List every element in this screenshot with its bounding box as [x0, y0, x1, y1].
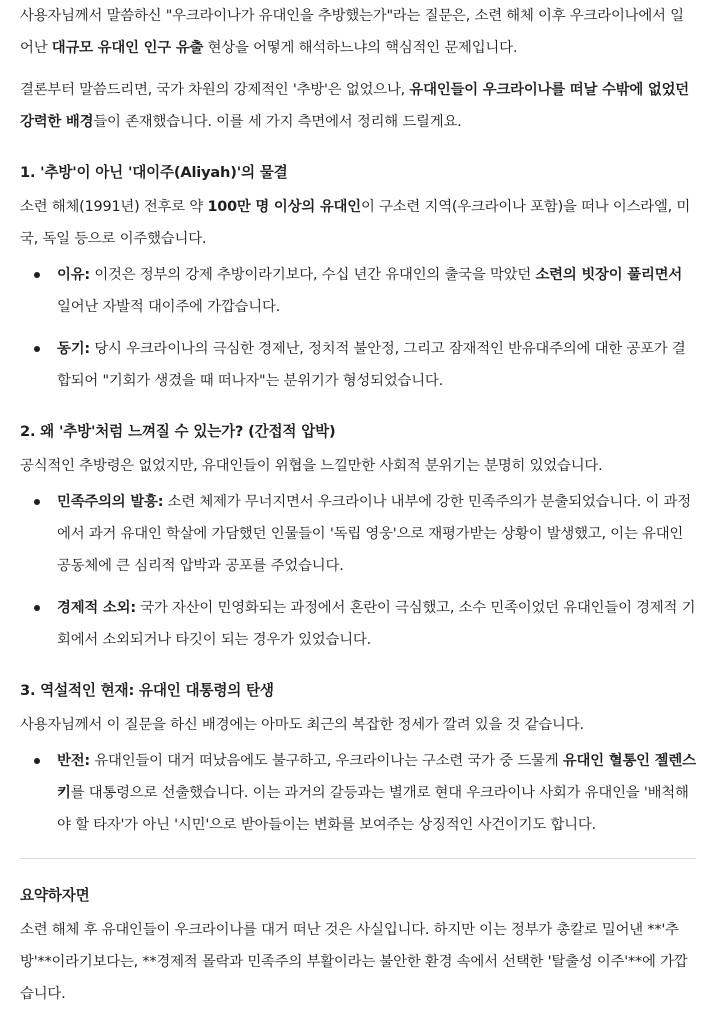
text-run: 일어난 자발적 대이주에 가깝습니다.: [57, 299, 281, 315]
text-run: 이 구소련 지역(우크라이나 포함)을 떠나 이스라엘, 미국, 독일 등으로 이주했습니다.: [20, 199, 691, 247]
summary-heading: 요약하자면: [20, 887, 90, 904]
text-run: 유대인들이 대거 떠났음에도 불구하고, 우크라이나는 구소련 국가 중 드물게: [89, 753, 563, 769]
intro-paragraph-2: [20, 74, 696, 138]
text-run: 사용자님께서 말씀하신 "우크라이나가 유대인을 추방했는가"라는 질문은, 소련 해체 이후 우크라이나에서 일어난: [20, 8, 684, 56]
bold-text: 이유:: [57, 267, 90, 283]
bold-text: 반전:: [57, 753, 90, 769]
bold-text: 유대인 혈통인 젤렌스키: [57, 753, 696, 801]
text-run: 현상을 어떻게 해석하느냐의 핵심적인 문제입니다.: [203, 40, 518, 56]
bold-text: 대규모 유대인 인구 유출: [51, 40, 204, 56]
section-3-body: [20, 709, 696, 741]
text-run: 소련 해체 후 유대인들이 우크라이나를 대거 떠난 것은 사실입니다. 하지만 이는 정부가 총칼로 밀어낸 **'추방'**이라기보다는, **경제적 몰락과 민족주의 부활이라는 불안한 환경 속에서 선택한 '탈출성 이주'**에 가깝습니다.: [20, 922, 688, 1002]
text-run: 들이 존재했습니다. 이를 세 가지 측면에서 정리해 드릴게요.: [93, 114, 462, 130]
list-item: [57, 486, 696, 582]
bold-text: 동기:: [57, 341, 90, 357]
section-2-list: [20, 486, 696, 656]
bold-text: 경제적 소외:: [57, 600, 136, 616]
list-item: [57, 259, 696, 323]
text-run: 를 대통령으로 선출했습니다. 이는 과거의 갈등과는 별개로 현대 우크라이나 사회가 유대인을 '배척해야 할 타자'가 아닌 '시민'으로 받아들이는 변화를 보여주는 상징적인 사건이기도 합니다.: [57, 785, 689, 833]
text-run: 공식적인 추방령은 없었지만, 유대인들이 위협을 느낄만한 사회적 분위기는 분명히 있었습니다.: [20, 458, 603, 474]
bold-text: 민족주의의 발흥:: [57, 494, 164, 510]
list-item: [57, 592, 696, 656]
divider: [20, 858, 696, 859]
text-run: 소련 해체(1991년) 전후로 약: [20, 199, 208, 215]
list-item: [57, 333, 696, 397]
bold-text: 소련의 빗장이 풀리면서: [535, 267, 683, 283]
bold-text: 유대인들이 우크라이나를 떠날 수밖에 없었던 강력한 배경: [20, 82, 689, 130]
text-run: 국가 자산이 민영화되는 과정에서 혼란이 극심했고, 소수 민족이었던 유대인들이 경제적 기회에서 소외되거나 타깃이 되는 경우가 있었습니다.: [57, 600, 696, 648]
section-2-body: [20, 450, 696, 482]
section-3-heading: 3. 역설적인 현재: 유대인 대통령의 탄생: [20, 682, 274, 699]
text-run: 이것은 정부의 강제 추방이라기보다, 수십 년간 유대인의 출국을 막았던: [89, 267, 536, 283]
bold-text: 100만 명 이상의 유대인: [207, 199, 361, 215]
section-3-list: [20, 745, 696, 841]
intro-paragraph-1: [20, 0, 696, 64]
text-run: 결론부터 말씀드리면, 국가 차원의 강제적인 '추방'은 없었으나,: [20, 82, 410, 98]
summary-body: [20, 914, 696, 1010]
section-1-body: [20, 191, 696, 255]
text-run: 사용자님께서 이 질문을 하신 배경에는 아마도 최근의 복잡한 정세가 깔려 있을 것 같습니다.: [20, 717, 584, 733]
section-1-heading: 1. '추방'이 아닌 '대이주(Aliyah)'의 물결: [20, 164, 288, 181]
text-run: 당시 우크라이나의 극심한 경제난, 정치적 불안정, 그리고 잠재적인 반유대주의에 대한 공포가 결합되어 "기회가 생겼을 때 떠나자"는 분위기가 형성되었습니다.: [57, 341, 686, 389]
section-1-list: [20, 259, 696, 397]
list-item: [57, 745, 696, 841]
text-run: 소련 체제가 무너지면서 우크라이나 내부에 강한 민족주의가 분출되었습니다. 이 과정에서 과거 유대인 학살에 가담했던 인물들이 '독립 영웅'으로 재평가받는 상황이 발생했고, 이는 유대인 공동체에 큰 심리적 압박과 공포를 주었습니다.: [57, 494, 691, 574]
section-2-heading: 2. 왜 '추방'처럼 느껴질 수 있는가? (간접적 압박): [20, 423, 336, 440]
